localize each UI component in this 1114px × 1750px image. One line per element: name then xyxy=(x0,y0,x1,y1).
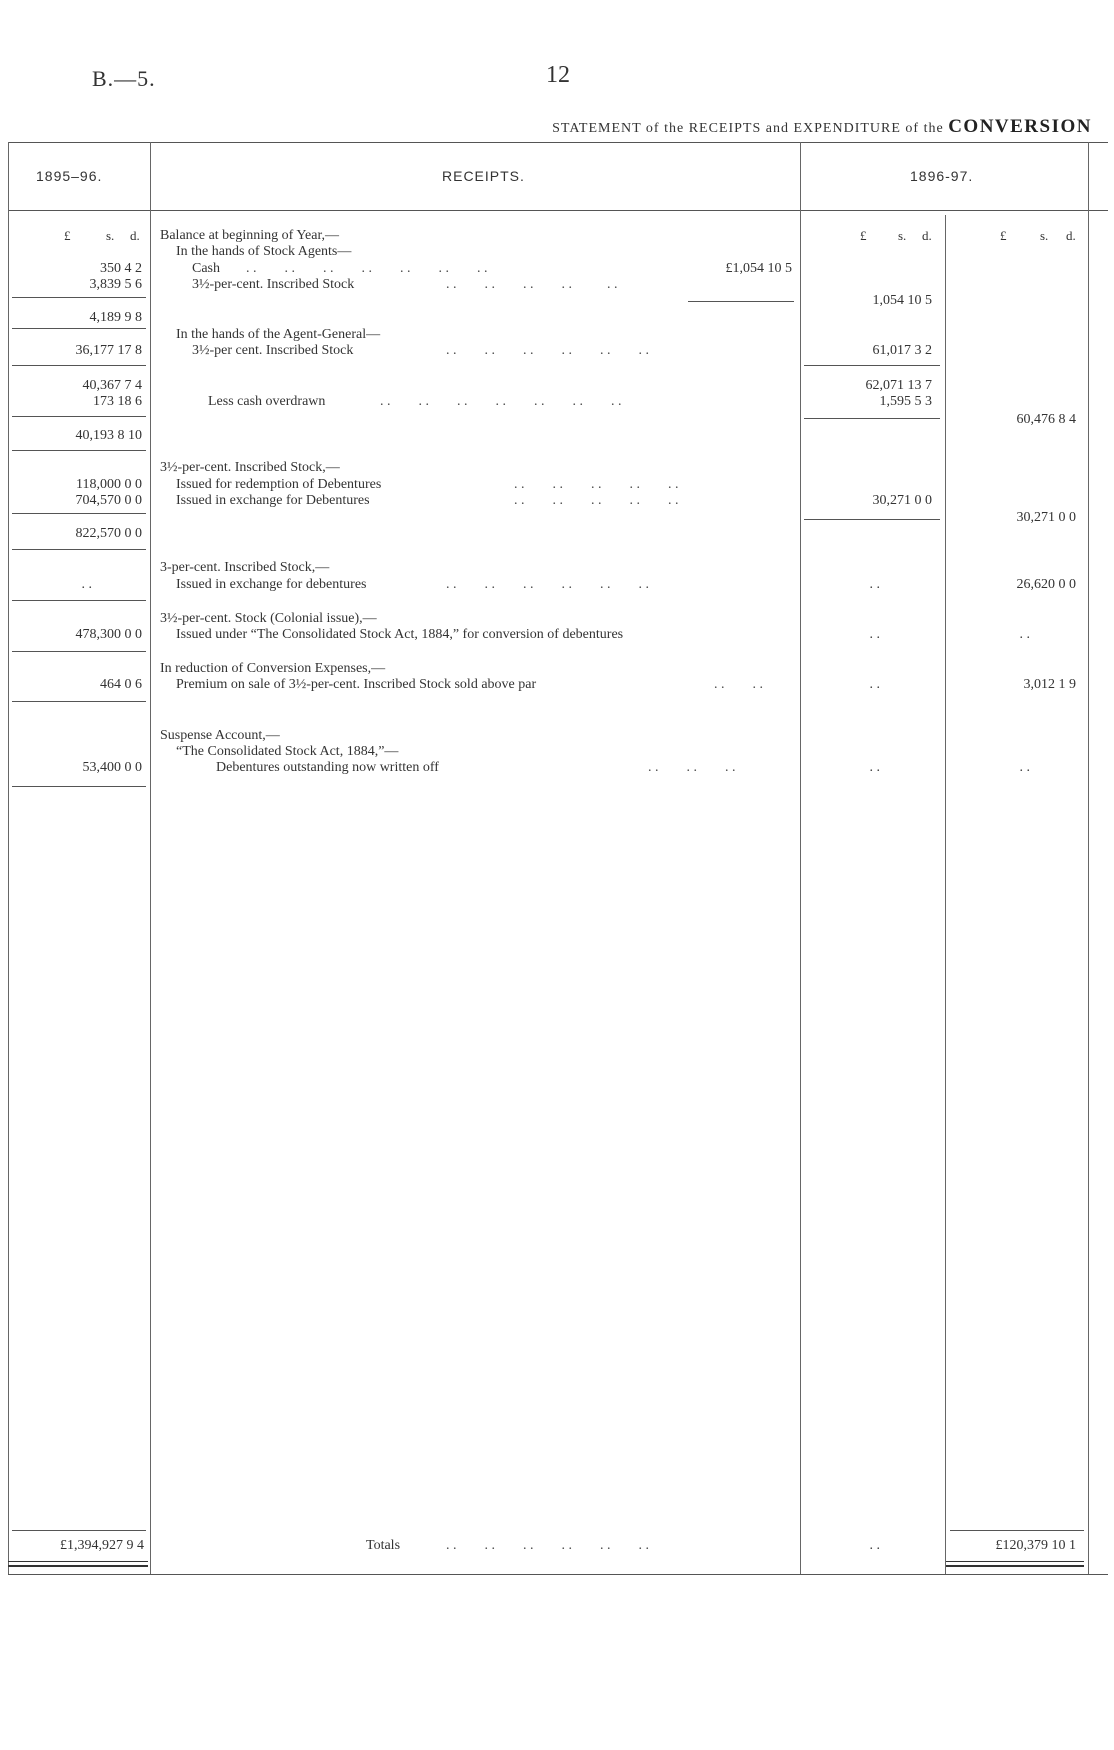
lsd-s-mid: s. xyxy=(898,228,907,243)
cash-inner-value: £1,054 10 5 xyxy=(725,261,792,276)
table-top-rule xyxy=(8,142,1108,143)
col-divider-prev xyxy=(150,142,151,1574)
lsd-pound-mid: £ xyxy=(860,228,867,243)
suspense-act: “The Consolidated Stock Act, 1884,”— xyxy=(176,744,399,759)
inscribed35-total-curr: 30,271 0 0 xyxy=(1016,510,1076,525)
totals-leader: . . . . . . . . . . . . xyxy=(446,1538,649,1553)
lsd-d-mid: d. xyxy=(922,228,932,243)
rule xyxy=(804,418,940,419)
lsd-d-prev: d. xyxy=(130,228,140,243)
net-curr-value: 60,476 8 4 xyxy=(1016,412,1076,427)
rule xyxy=(12,513,146,514)
header-bottom-rule xyxy=(8,210,1108,211)
rule xyxy=(12,600,146,601)
less-prev-value: 173 18 6 xyxy=(93,394,142,409)
conversion-exp-title: In reduction of Conversion Expenses,— xyxy=(160,661,386,676)
year-prev-header: 1895–96. xyxy=(36,168,103,184)
redemption-prev-value: 118,000 0 0 xyxy=(76,477,142,492)
inscribed3-prev-dash: . . xyxy=(81,577,92,592)
inscribed-leader: . . . . . . . . . . xyxy=(446,277,618,292)
lsd-s-curr: s. xyxy=(1040,228,1049,243)
conversion-exp-line: Premium on sale of 3½-per-cent. Inscribed Stock sold above par xyxy=(176,677,537,692)
rule xyxy=(804,519,940,520)
left-border xyxy=(8,142,9,1574)
lsd-pound-curr: £ xyxy=(1000,228,1007,243)
conversion-exp-mid-dash: . . xyxy=(869,677,880,692)
rule xyxy=(12,328,146,329)
lsd-pound-prev: £ xyxy=(64,228,71,243)
stock-agents-label: In the hands of Stock Agents— xyxy=(176,244,352,259)
suspense-curr-dash: . . xyxy=(1019,760,1030,775)
lsd-d-curr: d. xyxy=(1066,228,1076,243)
colonial-mid-dash: . . xyxy=(869,627,880,642)
less-curr-value: 1,595 5 3 xyxy=(879,394,932,409)
agent-general-label: In the hands of the Agent-General— xyxy=(176,327,381,342)
exchange-curr-value: 30,271 0 0 xyxy=(872,493,932,508)
conversion-exp-leader: . . . . xyxy=(714,677,763,692)
rule xyxy=(12,549,146,550)
suspense-mid-dash: . . xyxy=(869,760,880,775)
colonial-title: 3½-per-cent. Stock (Colonial issue),— xyxy=(160,611,377,626)
year-curr-header: 1896-97. xyxy=(910,168,974,184)
inscribed35-title: 3½-per-cent. Inscribed Stock,— xyxy=(160,460,340,475)
less-leader: . . . . . . . . . . . . . . xyxy=(380,394,622,409)
subtotal-curr-value: 1,054 10 5 xyxy=(872,293,932,308)
inscribed3-title: 3-per-cent. Inscribed Stock,— xyxy=(160,560,330,575)
balance-title: Balance at beginning of Year,— xyxy=(160,228,340,243)
ag-leader: . . . . . . . . . . . . xyxy=(446,343,649,358)
net-prev-value: 40,193 8 10 xyxy=(75,428,142,443)
ag-stock-label: 3½-per cent. Inscribed Stock xyxy=(192,343,354,358)
rule xyxy=(12,1530,146,1531)
rule xyxy=(12,297,146,298)
conversion-exp-prev-value: 464 0 6 xyxy=(100,677,142,692)
redemption-leader: . . . . . . . . . . xyxy=(514,477,679,492)
receipts-header: RECEIPTS. xyxy=(442,168,525,184)
rule xyxy=(688,301,794,302)
colonial-line: Issued under “The Consolidated Stock Act, 1884,” for conversion of debentures xyxy=(176,627,624,642)
inscribed3-mid-dash: . . xyxy=(869,577,880,592)
totals-prev-value: £1,394,927 9 4 xyxy=(60,1538,144,1553)
inscribed-stock-label: 3½-per-cent. Inscribed Stock xyxy=(192,277,355,292)
suspense-title: Suspense Account,— xyxy=(160,728,280,743)
totals-curr-value: £120,379 10 1 xyxy=(995,1538,1076,1553)
colonial-prev-value: 478,300 0 0 xyxy=(75,627,142,642)
rule xyxy=(12,701,146,702)
cash-leader: . . . . . . . . . . . . . . xyxy=(246,261,488,276)
subtotal-prev-value: 4,189 9 8 xyxy=(89,310,142,325)
suspense-prev-value: 53,400 0 0 xyxy=(82,760,142,775)
rule xyxy=(12,786,146,787)
statement-title-prefix: STATEMENT of the RECEIPTS and EXPENDITURE of the xyxy=(552,121,944,136)
exchange-prev-value: 704,570 0 0 xyxy=(75,493,142,508)
totals-curr-double-rule xyxy=(946,1561,1084,1567)
conversion-exp-curr-value: 3,012 1 9 xyxy=(1023,677,1076,692)
redemption-label: Issued for redemption of Debentures xyxy=(176,477,382,492)
inscribed3-exchange-label: Issued in exchange for debentures xyxy=(176,577,367,592)
ag-curr-value: 61,017 3 2 xyxy=(872,343,932,358)
colonial-curr-dash: . . xyxy=(1019,627,1030,642)
suspense-leader: . . . . . . xyxy=(648,760,736,775)
col-divider-curr xyxy=(945,215,946,1575)
col-divider-receipts xyxy=(800,142,801,1574)
lsd-s-prev: s. xyxy=(106,228,115,243)
exchange-label: Issued in exchange for Debentures xyxy=(176,493,370,508)
cash-prev-value: 350 4 2 xyxy=(100,261,142,276)
suspense-line: Debentures outstanding now written off xyxy=(216,760,439,775)
sum-prev-value: 40,367 7 4 xyxy=(82,378,142,393)
totals-prev-double-rule xyxy=(8,1561,148,1567)
rule xyxy=(12,450,146,451)
right-border xyxy=(1088,142,1089,1574)
rule xyxy=(950,1530,1084,1531)
rule xyxy=(804,365,940,366)
ag-prev-value: 36,177 17 8 xyxy=(75,343,142,358)
inscribed3-curr-value: 26,620 0 0 xyxy=(1016,577,1076,592)
exchange-leader: . . . . . . . . . . xyxy=(514,493,679,508)
inscribed-prev-value: 3,839 5 6 xyxy=(89,277,142,292)
rule xyxy=(12,365,146,366)
page-number: 12 xyxy=(546,62,570,88)
rule xyxy=(12,416,146,417)
table-bottom-rule xyxy=(8,1574,1108,1575)
sum-curr-value: 62,071 13 7 xyxy=(865,378,932,393)
rule xyxy=(12,651,146,652)
totals-mid-dash: . . xyxy=(869,1538,880,1553)
inscribed35-total-prev: 822,570 0 0 xyxy=(75,526,142,541)
less-cash-label: Less cash overdrawn xyxy=(208,394,326,409)
cash-label: Cash xyxy=(192,261,220,276)
statement-title-emph: CONVERSION xyxy=(948,116,1092,137)
totals-label: Totals xyxy=(366,1538,401,1553)
statement-title xyxy=(552,116,1092,138)
inscribed3-leader: . . . . . . . . . . . . xyxy=(446,577,649,592)
page-reference: B.—5. xyxy=(92,66,156,91)
